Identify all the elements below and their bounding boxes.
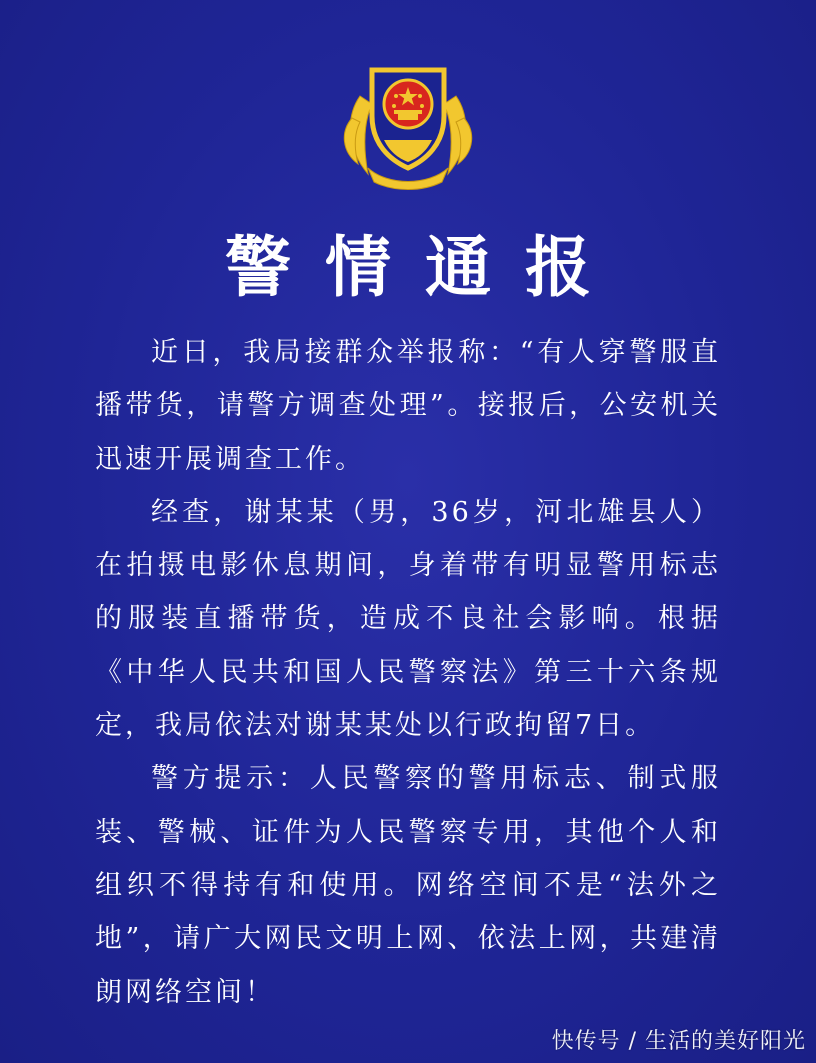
page-title: 警情通报 (225, 228, 625, 306)
source-watermark: 快传号 / 生活的美好阳光 (551, 1029, 806, 1054)
police-emblem-icon (338, 56, 478, 196)
paragraph-report: 近日，我局接群众举报称：“有人穿警服直播带货，请警方调查处理”。接报后，公安机关迅速开展调查工作。 (95, 337, 721, 475)
paragraph-police-tip: 警方提示：人民警察的警用标志、制式服装、警械、证件为人民警察专用，其他个人和组织不得持有和使用。网络空间不是“法外之地”，请广大网民文明上网、依法上网，共建清朗网络空间！ (95, 763, 721, 1008)
paragraph-investigation: 经查，谢某某（男，36岁，河北雄县人）在拍摄电影休息期间，身着带有明显警用标志的服装直播带货，造成不良社会影响。根据《中华人民共和国人民警察法》第三十六条规定，我局依法对谢某某处以行政拘留7日。 (95, 496, 721, 742)
notice-body (95, 326, 721, 1019)
